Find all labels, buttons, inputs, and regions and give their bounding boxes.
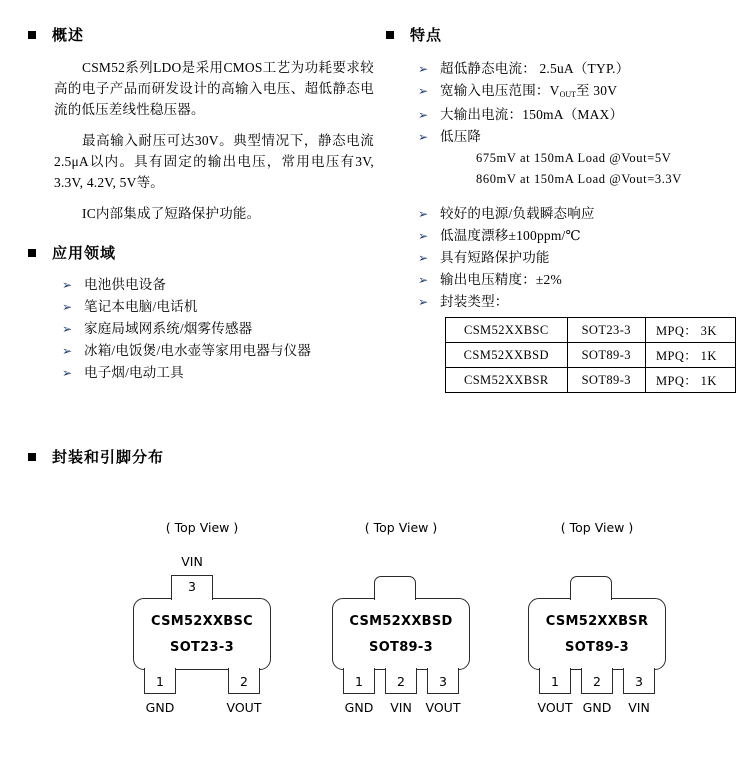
feature-label: 较好的电源/负载瞬态响应 [440, 206, 595, 221]
top-view-label: ( Top View ) [364, 520, 438, 535]
feature-label: 低压降 [440, 129, 482, 144]
top-view-label: ( Top View ) [560, 520, 634, 535]
dropout-line: 860mV at 150mA Load @Vout=3.3V [476, 172, 682, 186]
feature-label: 超低静态电流： 2.5uA（TYP.） [440, 61, 630, 76]
feature-text-pre: 宽输入电压范围：V [440, 83, 560, 98]
overview-heading-label: 概述 [52, 26, 85, 44]
features-heading-label: 特点 [410, 26, 443, 44]
overview-paragraph: IC内部集成了短路保护功能。 [82, 206, 261, 221]
list-item [418, 80, 728, 104]
arrow-bullet-icon: ➢ [418, 295, 429, 309]
arrow-bullet-icon: ➢ [62, 322, 73, 336]
list-item [418, 269, 728, 291]
application-label: 电子烟/电动工具 [84, 365, 184, 380]
pin-pad-2: 2 [581, 668, 613, 694]
applications-heading [28, 242, 116, 263]
feature-text-post: 至 30V [576, 83, 618, 98]
list-item [62, 362, 392, 384]
arrow-bullet-icon: ➢ [418, 130, 429, 144]
package-name: SOT89-3 [369, 639, 433, 655]
arrow-bullet-icon: ➢ [418, 62, 429, 76]
package-body [332, 598, 470, 670]
application-label: 电池供电设备 [84, 277, 167, 292]
features-heading [386, 24, 442, 45]
pin-label-vout: VOUT [537, 700, 573, 715]
pin-label-gnd: GND [145, 700, 175, 715]
arrow-bullet-icon: ➢ [62, 278, 73, 292]
overview-body [54, 57, 374, 224]
arrow-bullet-icon: ➢ [62, 300, 73, 314]
table-cell-package: SOT89-3 [567, 343, 645, 368]
list-item [418, 58, 728, 80]
table-cell-package: SOT89-3 [567, 368, 645, 393]
overview-paragraph: CSM52系列LDO是采用CMOS工艺为功耗要求较高的电子产品而研发设计的高输入电压、超低静态电流的低压差线性稳压器。 [54, 60, 374, 117]
feature-label: 封装类型： [440, 294, 509, 309]
list-item [418, 291, 728, 313]
list-item [62, 318, 392, 340]
pinout-heading [28, 446, 164, 467]
list-item [418, 126, 728, 148]
pin-label-vin: VIN [628, 700, 650, 715]
list-item [62, 296, 392, 318]
package-diagram-sot23-3 [133, 520, 271, 740]
pin-label-vin: VIN [390, 700, 412, 715]
applications-heading-label: 应用领域 [52, 244, 117, 262]
arrow-bullet-icon: ➢ [418, 207, 429, 221]
pin-label-vout: VOUT [226, 700, 262, 715]
arrow-bullet-icon: ➢ [418, 229, 429, 243]
feature-label: 大输出电流：150mA（MAX） [440, 107, 624, 122]
pin-pad-2: 2 [385, 668, 417, 694]
list-item [62, 340, 392, 362]
pin-pad-2: 2 [228, 668, 260, 694]
table-cell-mpq: MPQ： 1K [645, 343, 735, 368]
pin-label-vout: VOUT [425, 700, 461, 715]
feature-label: 低温度漂移±100ppm/℃ [440, 228, 581, 243]
package-part-number: CSM52XXBSD [349, 613, 453, 629]
heat-tab [570, 576, 612, 600]
feature-label: 输出电压精度：±2% [440, 272, 562, 287]
pin-label-vin: VIN [181, 554, 203, 569]
package-name: SOT89-3 [565, 639, 629, 655]
top-view-label: ( Top View ) [165, 520, 239, 535]
pin-pad-3: 3 [623, 668, 655, 694]
pin-label-gnd: GND [344, 700, 374, 715]
table-cell-part: CSM52XXBSR [446, 368, 568, 393]
pinout-heading-label: 封装和引脚分布 [52, 448, 165, 466]
feature-subscript: OUT [559, 90, 577, 99]
square-bullet-icon [386, 31, 394, 39]
square-bullet-icon [28, 31, 36, 39]
package-diagram-sot89-3-bsr [528, 520, 666, 740]
arrow-bullet-icon: ➢ [418, 273, 429, 287]
heat-tab [374, 576, 416, 600]
overview-paragraph: 最高输入耐压可达30V。典型情况下，静态电流2.5μA以内。具有固定的输出电压，常用电压有3V, 3.3V, 4.2V, 5V等。 [54, 133, 374, 190]
pin-pad-3: 3 [171, 575, 213, 600]
overview-heading [28, 24, 84, 45]
feature-label [440, 80, 617, 104]
features-list-bottom [418, 203, 728, 313]
arrow-bullet-icon: ➢ [62, 366, 73, 380]
application-label: 冰箱/电饭煲/电水壶等家用电器与仪器 [84, 343, 312, 358]
pin-pad-1: 1 [343, 668, 375, 694]
arrow-bullet-icon: ➢ [418, 108, 429, 122]
list-item [418, 247, 728, 269]
package-body [528, 598, 666, 670]
dropout-spec-block [418, 148, 728, 190]
table-row [446, 343, 736, 368]
package-type-table [445, 317, 736, 393]
application-label: 笔记本电脑/电话机 [84, 299, 198, 314]
table-row [446, 368, 736, 393]
table-cell-package: SOT23-3 [567, 318, 645, 343]
arrow-bullet-icon: ➢ [418, 84, 429, 98]
application-label: 家庭局域网系统/烟雾传感器 [84, 321, 253, 336]
arrow-bullet-icon: ➢ [418, 251, 429, 265]
table-cell-mpq: MPQ： 1K [645, 368, 735, 393]
table-cell-part: CSM52XXBSD [446, 343, 568, 368]
package-body [133, 598, 271, 670]
applications-list [62, 274, 392, 384]
package-diagram-sot89-3-bsd [332, 520, 470, 740]
square-bullet-icon [28, 453, 36, 461]
package-name: SOT23-3 [170, 639, 234, 655]
pin-pad-1: 1 [144, 668, 176, 694]
table-row [446, 318, 736, 343]
package-part-number: CSM52XXBSC [150, 613, 254, 629]
pin-label-gnd: GND [582, 700, 612, 715]
list-item [418, 203, 728, 225]
arrow-bullet-icon: ➢ [62, 344, 73, 358]
table-cell-part: CSM52XXBSC [446, 318, 568, 343]
pin-pad-1: 1 [539, 668, 571, 694]
dropout-line: 675mV at 150mA Load @Vout=5V [476, 151, 672, 165]
square-bullet-icon [28, 249, 36, 257]
feature-label: 具有短路保护功能 [440, 250, 550, 265]
list-item [62, 274, 392, 296]
table-cell-mpq: MPQ： 3K [645, 318, 735, 343]
features-list-top [418, 58, 728, 148]
package-part-number: CSM52XXBSR [545, 613, 649, 629]
list-item [418, 225, 728, 247]
pin-pad-3: 3 [427, 668, 459, 694]
list-item [418, 104, 728, 126]
